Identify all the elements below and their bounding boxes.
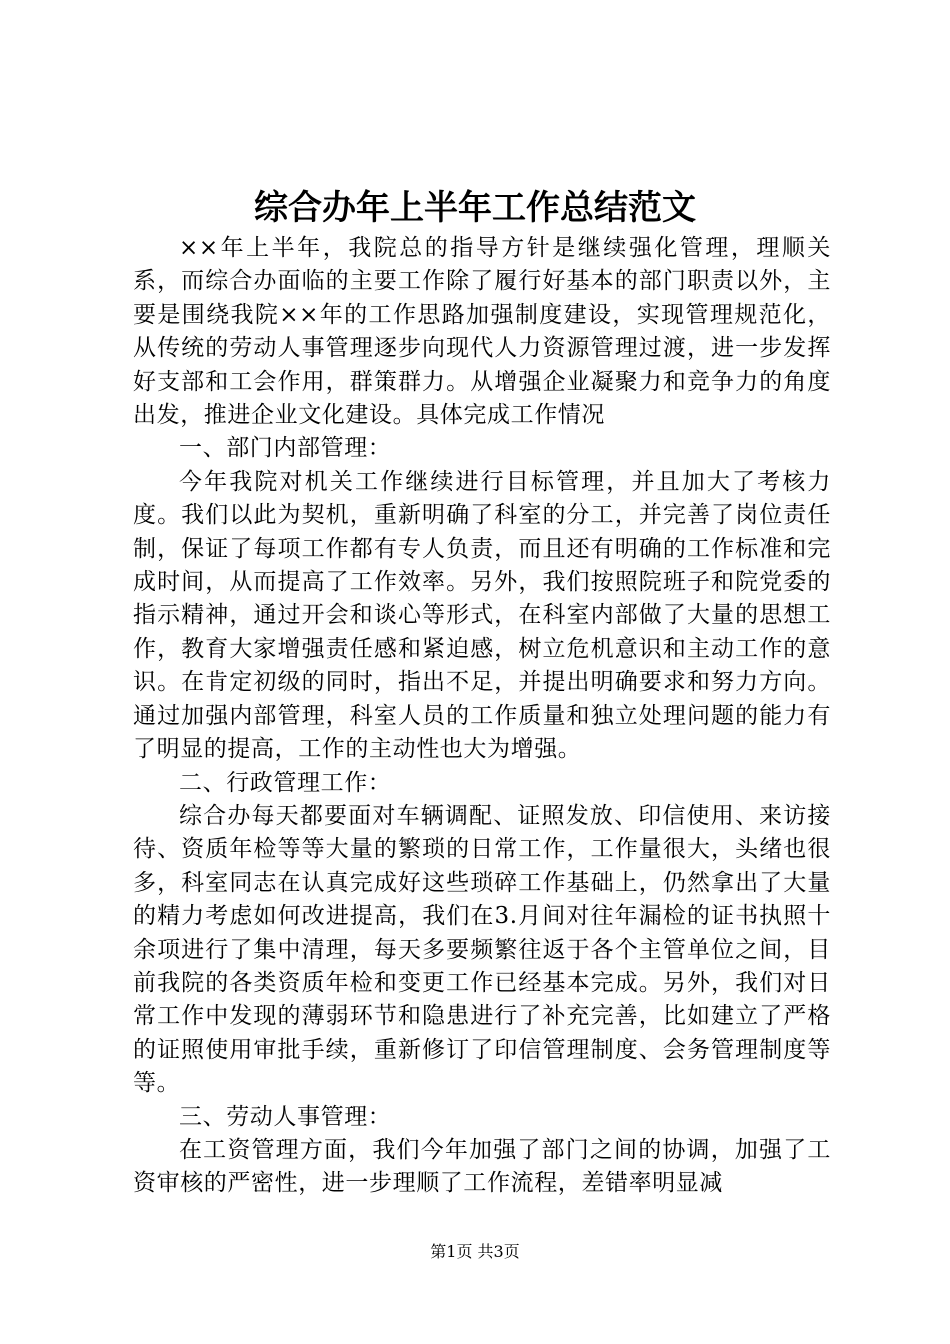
section-3-heading: 三、劳动人事管理： (179, 1103, 392, 1130)
section-2-body: 综合办每天都要面对车辆调配、证照发放、印信使用、来访接待、资质年检等等大量的繁琐的日常工作，工作量很大，头绪也很多，科室同志在认真完成好这些琐碎工作基础上，仍然拿出了大量的精力考虑如何改进提高，我们在3.月间对往年漏检的证书执照十余项进行了集中清理，每天多要频繁往返于各个主管单位之间，目前我院的各类资质年检和变更工作已经基本完成。另外，我们对日常工作中发现的薄弱环节和隐患进行了补充完善，比如建立了严格的证照使用审批手续，重新修订了印信管理制度、会务管理制度等等。 (133, 802, 831, 1097)
intro-paragraph: ××年上半年，我院总的指导方针是继续强化管理，理顺关系，而综合办面临的主要工作除了履行好基本的部门职责以外，主要是围绕我院××年的工作思路加强制度建设，实现管理规范化，从传统的劳动人事管理逐步向现代人力资源管理过渡，进一步发挥好支部和工会作用，群策群力。从增强企业凝聚力和竞争力的角度出发，推进企业文化建设。具体完成工作情况 (133, 235, 831, 429)
section-3-body: 在工资管理方面，我们今年加强了部门之间的协调，加强了工资审核的严密性，进一步理顺了工作流程，差错率明显减 (133, 1136, 831, 1197)
section-2-heading: 二、行政管理工作： (179, 769, 392, 796)
section-1-heading: 一、部门内部管理： (179, 435, 392, 462)
section-1-body: 今年我院对机关工作继续进行目标管理，并且加大了考核力度。我们以此为契机，重新明确了科室的分工，并完善了岗位责任制，保证了每项工作都有专人负责，而且还有明确的工作标准和完成时间，从而提高了工作效率。另外，我们按照院班子和院党委的指示精神，通过开会和谈心等形式，在科室内部做了大量的思想工作，教育大家增强责任感和紧迫感，树立危机意识和主动工作的意识。在肯定初级的同时，指出不足，并提出明确要求和努力方向。通过加强内部管理，科室人员的工作质量和独立处理问题的能力有了明显的提高，工作的主动性也大为增强。 (133, 468, 831, 763)
document-body (133, 232, 831, 1201)
page-number-footer: 第1页 共3页 (430, 1242, 520, 1261)
document-title: 综合办年上半年工作总结范文 (254, 188, 696, 228)
